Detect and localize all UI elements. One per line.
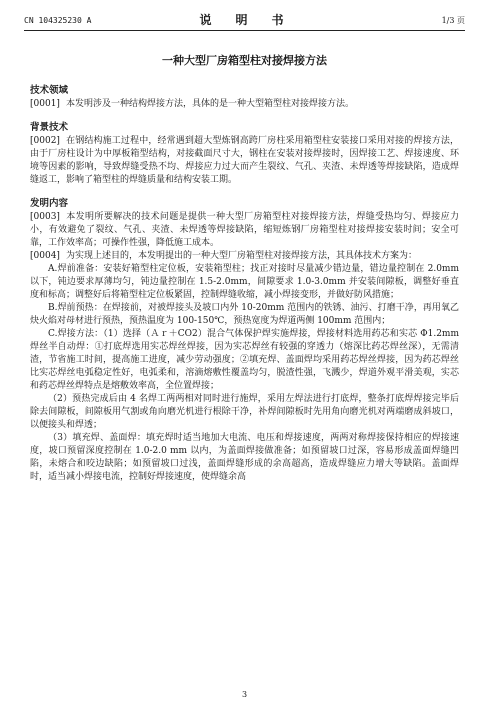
paragraph-text: 本发明所要解决的技术问题是提供一种大型厂房箱型柱对接焊接方法，焊缝受热均匀、焊接应力小，有效避免了裂纹、气孔、夹渣、未焊透等焊接缺陷，缩短炼钢厂房箱型柱对接焊接安装时间；安全可靠，工作效率高；可操作性强，降低施工成本。 [30, 211, 459, 248]
paragraph-0001 [30, 98, 459, 111]
step-c3-text: （3）填充焊、盖面焊：填充焊时适当地加大电流、电压和焊接速度，两两对称焊接保持相应的焊接速度，坡口预留深度控制在 1.0-2.0 mm 以内，为盖面焊接做准备；如预留坡口过深，容易形成盖面焊缝凹陷，未熔合和咬边缺陷；如预留坡口过浅，盖面焊缝形成的余高超高，造成焊缝应力增大等缺陷。盖面焊时，适当减小焊接电流，控制好焊接速度，使焊缝余高 [30, 433, 459, 483]
section-heading-tech-field: 技术领域 [30, 85, 69, 96]
document-title: 一种大型厂房箱型柱对接焊接方法 [162, 54, 327, 67]
paragraph-0002 [30, 135, 459, 187]
page-number: 3 [241, 690, 248, 700]
section-heading-background: 背景技术 [30, 121, 69, 133]
paragraph-text: 在钢结构施工过程中，经常遇到超大型炼钢高跨厂房柱采用箱型柱安装接口采用对接的焊接方法，由于厂房柱设计为中厚板箱型结构，对接截面尺寸大，钢柱在安装对接焊接时，因焊接工艺、焊接速度、环境等因素的影响，导致焊缝受热不均、焊接应力过大而产生裂纹、气孔、夹渣、未焊透等焊接缺陷，造成焊缝返工，影响了箱型柱的焊缝质量和结构安装工期。 [30, 135, 459, 185]
document-body [30, 84, 459, 485]
doc-type: 说 明 书 [199, 13, 290, 27]
paragraph-number: [0004] [30, 250, 60, 261]
paragraph-number: [0003] [30, 211, 60, 222]
paragraph-number: [0001] [30, 98, 60, 109]
step-c2-text: （2）预热完成后由 4 名焊工两两相对同时进行施焊，采用左焊法进行打底焊，整条打底焊焊接完毕后除去间隙板，间隙板用气割或角向磨光机进行根除干净，补焊间隙板时先用角向磨光机对两端磨成斜坡口，以便接头和焊透； [30, 394, 459, 431]
paragraph-0004 [30, 250, 459, 263]
doc-number: CN 104325230 A [24, 16, 92, 25]
paragraph-text: 为实现上述目的，本发明提出的一种大型厂房箱型柱对接焊接方法，其具体技术方案为： [65, 250, 417, 261]
page-header [24, 10, 465, 31]
paragraph-number: [0002] [30, 135, 60, 146]
page-indicator: 1/3 页 [441, 16, 465, 25]
paragraph-text: 本发明涉及一种结构焊接方法，具体的是一种大型箱型柱对接焊接方法。 [65, 98, 354, 109]
step-c-text: C.焊接方法：（1）选择（Ａｒ＋CO2）混合气体保护焊实施焊接，焊接材料选用药芯和实芯 Φ1.2mm 焊丝半自动焊：①打底焊选用实芯焊丝焊接，因为实芯焊丝有较强的穿透力（熔深比药芯焊丝深），无需清渣，节省施工时间，提高施工进度，减少劳动强度；②填充焊、盖面焊均采用药芯焊丝焊接，因为药芯焊丝比实芯焊丝电弧稳定性好，电弧柔和，溶滴熔敷性覆盖均匀，脱渣性强，飞溅少，焊道外观平滑美观，实芯和药芯焊丝焊特点是熔敷效率高，全位置焊接； [30, 328, 459, 392]
step-b-text: B.焊前预热：在焊接前，对被焊接头及坡口内外 10-20mm 范围内的铁锈、油污、打磨干净，再用氧乙炔火焰对母材进行预热，预热温度为 100-150℃，预热宽度为焊道两侧 100mm 范围内； [30, 302, 459, 326]
step-a-text: A.焊前准备：安装好箱型柱定位板，安装箱型柱；找正对接时尽量减少错边量，错边量控制在 2.0mm 以下，钝边要求厚薄均匀，钝边量控制在 1.5-2.0mm，间隙要求 1.0-3.0mm 并安装间隙板，调整好垂直度和标高；调整好后将箱型柱定位板紧固，控制焊缝收缩，减小焊接变形，并做好防风措施； [30, 263, 459, 300]
section-heading-summary: 发明内容 [30, 197, 69, 209]
paragraph-0003 [30, 211, 459, 250]
